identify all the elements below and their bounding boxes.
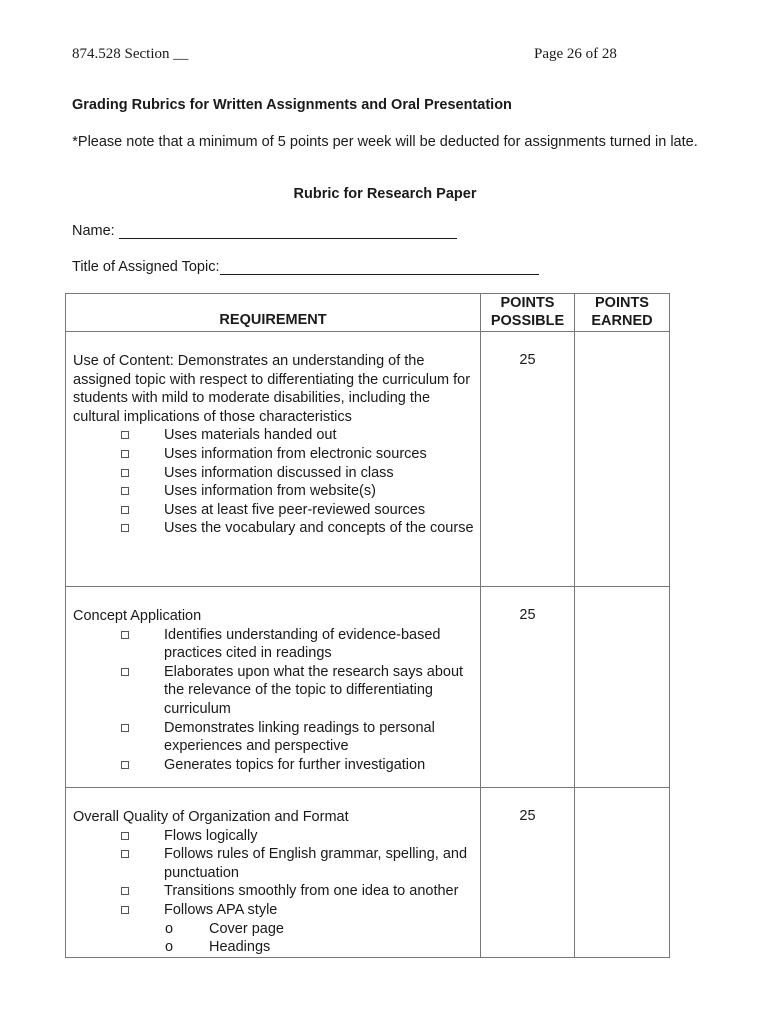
sub-item-label: Headings (209, 939, 271, 956)
checklist-item-label: Uses information from website(s) (164, 483, 376, 500)
course-section-header: 874.528 Section __ (72, 46, 189, 62)
checkbox-icon[interactable] (121, 724, 129, 732)
checklist-item (73, 464, 474, 483)
points-earned-cell[interactable] (575, 587, 670, 788)
requirement-cell (66, 332, 481, 587)
points-possible-header (481, 294, 575, 332)
checkbox-icon[interactable] (121, 506, 129, 514)
checklist-item-label: Demonstrates linking readings to personal experiences and perspective (164, 719, 435, 755)
points-earned-header (575, 294, 670, 332)
checkbox-icon[interactable] (121, 668, 129, 676)
checklist-item (73, 445, 474, 464)
circle-bullet-icon: o (165, 939, 174, 956)
checklist-item (73, 882, 474, 901)
checklist-item-label: Uses information discussed in class (164, 464, 394, 481)
table-row (66, 332, 670, 587)
name-label: Name: (72, 223, 115, 239)
requirement-description: Use of Content: Demonstrates an understanding of the assigned topic with respect to differentiating the curriculum for students with mild to moderate disabilities, including the cultural implications of those characteristics (73, 353, 471, 425)
name-field[interactable] (72, 223, 457, 239)
checklist-item-label: Generates topics for further investigation (164, 756, 426, 773)
table-row (66, 788, 670, 958)
requirement-cell (66, 587, 481, 788)
checklist-item-label: Uses at least five peer-reviewed sources (164, 501, 426, 518)
points-possible-header-line2: POSSIBLE (490, 313, 565, 329)
checkbox-icon[interactable] (121, 450, 129, 458)
checklist-item-label: Uses information from electronic sources (164, 445, 427, 462)
checkbox-icon[interactable] (121, 887, 129, 895)
points-possible-header-line1: POINTS (500, 295, 555, 311)
checklist-item (73, 901, 474, 920)
points-earned-header-line2: EARNED (591, 313, 653, 329)
page-number: Page 26 of 28 (534, 46, 617, 62)
checklist-item (73, 626, 474, 663)
requirement-description: Overall Quality of Organization and Format (73, 809, 349, 825)
sub-item (73, 938, 474, 957)
checklist-item (73, 519, 474, 538)
checkbox-icon[interactable] (121, 850, 129, 858)
sub-item (73, 920, 474, 939)
topic-label: Title of Assigned Topic: (72, 259, 220, 275)
table-header-row (66, 294, 670, 332)
circle-bullet-icon: o (165, 920, 174, 937)
points-possible-cell: 25 (481, 587, 575, 788)
topic-blank-line[interactable] (220, 260, 539, 275)
late-penalty-note: *Please note that a minimum of 5 points per week will be deducted for assignments turned in late. (72, 134, 698, 150)
document-title: Grading Rubrics for Written Assignments and Oral Presentation (72, 97, 512, 113)
topic-field[interactable] (72, 259, 539, 275)
checkbox-icon[interactable] (121, 487, 129, 495)
checklist-item-label: Identifies understanding of evidence-based practices cited in readings (164, 626, 441, 662)
checkbox-icon[interactable] (121, 431, 129, 439)
checklist-item (73, 719, 474, 756)
checklist-item (73, 663, 474, 719)
points-possible-cell: 25 (481, 788, 575, 958)
sub-item-label: Cover page (209, 920, 284, 937)
checklist-item-label: Follows APA style (164, 901, 278, 918)
table-row (66, 587, 670, 788)
checkbox-icon[interactable] (121, 832, 129, 840)
checklist-item (73, 482, 474, 501)
checkbox-icon[interactable] (121, 906, 129, 914)
name-blank-line[interactable] (119, 224, 457, 239)
points-earned-header-line1: POINTS (595, 295, 649, 311)
checkbox-icon[interactable] (121, 761, 129, 769)
requirement-cell (66, 788, 481, 958)
points-earned-cell[interactable] (575, 332, 670, 587)
checklist-item-label: Follows rules of English grammar, spelling, and punctuation (164, 846, 468, 881)
checkbox-icon[interactable] (121, 631, 129, 639)
rubric-table (65, 293, 670, 958)
checklist-item-label: Elaborates upon what the research says about the relevance of the topic to differentiating curriculum (164, 663, 464, 717)
requirement-description: Concept Application (73, 608, 202, 624)
checklist-item (73, 501, 474, 520)
checklist-item (73, 756, 474, 775)
points-earned-cell[interactable] (575, 788, 670, 958)
checkbox-icon[interactable] (121, 469, 129, 477)
checklist-item (73, 426, 474, 445)
checklist-item-label: Flows logically (164, 827, 258, 844)
checklist-item-label: Uses materials handed out (164, 427, 337, 444)
checkbox-icon[interactable] (121, 524, 129, 532)
points-possible-cell: 25 (481, 332, 575, 587)
checklist-item-label: Uses the vocabulary and concepts of the course (164, 520, 474, 537)
checklist-item (73, 845, 474, 882)
checklist-item (73, 827, 474, 846)
checklist-item-label: Transitions smoothly from one idea to another (164, 883, 459, 900)
rubric-subtitle: Rubric for Research Paper (293, 186, 477, 202)
requirement-header: REQUIREMENT (66, 294, 481, 332)
